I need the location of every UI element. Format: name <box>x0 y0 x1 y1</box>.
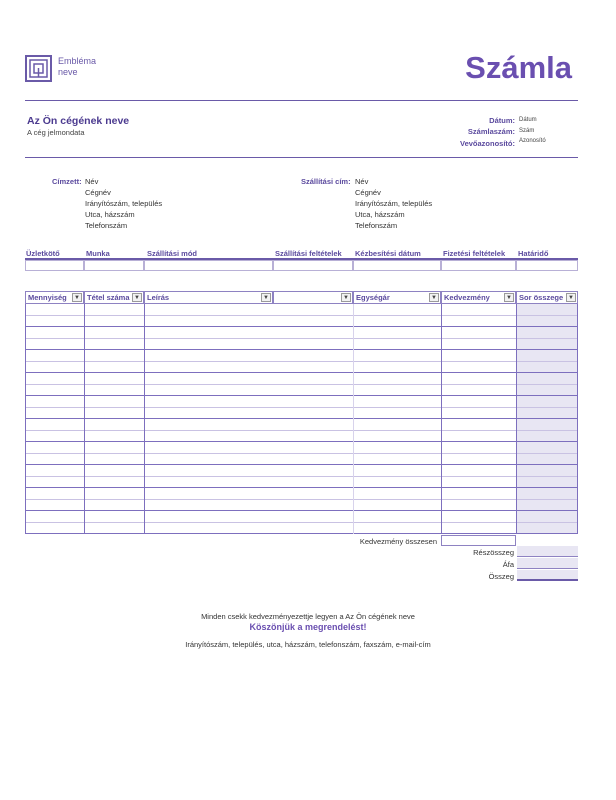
vat-label: Áfa <box>502 560 514 569</box>
table-row[interactable] <box>25 339 578 351</box>
item-header-line-total[interactable]: Sor összege ▼ <box>516 291 578 304</box>
table-row[interactable] <box>25 316 578 328</box>
table-row[interactable] <box>25 488 578 500</box>
ship-cell-due-date[interactable] <box>516 260 578 271</box>
table-row[interactable] <box>25 511 578 523</box>
table-row[interactable] <box>25 373 578 385</box>
item-header-quantity[interactable]: Mennyiség ▼ <box>25 291 84 304</box>
invoice-number-label: Számlaszám: <box>467 127 515 136</box>
dropdown-arrow-icon[interactable]: ▼ <box>504 293 514 302</box>
company-name[interactable]: Az Ön cégének neve <box>27 115 130 127</box>
footer-thanks: Köszönjük a megrendelést! <box>249 622 367 632</box>
table-row[interactable] <box>25 465 578 477</box>
dropdown-arrow-icon[interactable]: ▼ <box>72 293 82 302</box>
ship-cell-terms[interactable] <box>273 260 353 271</box>
subtotal-label: Részösszeg <box>473 548 514 557</box>
table-row[interactable] <box>25 350 578 362</box>
ship-cell-payment-terms[interactable] <box>441 260 516 271</box>
item-header-blank[interactable] <box>273 291 353 304</box>
ship-header-job: Munka <box>86 249 110 258</box>
table-row[interactable] <box>25 523 578 535</box>
table-row[interactable] <box>25 431 578 443</box>
item-rows[interactable] <box>25 304 578 534</box>
customer-id-label: Vevőazonosító: <box>459 139 515 148</box>
footer-address: Irányítószám, település, utca, házszám, telefonszám, faxszám, e-mail-cím <box>185 640 431 649</box>
dropdown-arrow-icon[interactable]: ▼ <box>341 293 351 302</box>
ship-cell-delivery-date[interactable] <box>353 260 441 271</box>
column-divider <box>25 304 26 534</box>
total-label: Összeg <box>488 572 514 581</box>
column-divider <box>516 304 517 534</box>
subtotal-value[interactable] <box>517 546 578 557</box>
ship-header-salesperson: Üzletkötő <box>26 249 60 258</box>
shipping-label: Szállítási cím: <box>301 177 351 186</box>
table-row[interactable] <box>25 396 578 408</box>
date-value[interactable]: Dátum <box>519 117 537 123</box>
table-row[interactable] <box>25 385 578 397</box>
dropdown-arrow-icon[interactable]: ▼ <box>566 293 576 302</box>
table-row[interactable] <box>25 477 578 489</box>
customer-id-value[interactable]: Azonosító <box>519 138 546 144</box>
footer-payable-note: Minden csekk kedvezményezettje legyen a Az Ön cégének neve <box>201 612 415 621</box>
item-header-unit-price[interactable]: Egységár ▼ <box>353 291 441 304</box>
ship-cell-salesperson[interactable] <box>25 260 84 271</box>
date-label: Dátum: <box>489 116 515 125</box>
company-tagline[interactable]: A cég jelmondata <box>27 128 85 137</box>
item-header-description[interactable]: Leírás ▼ <box>144 291 273 304</box>
recipient-label: Címzett: <box>52 177 82 186</box>
invoice-title: Számla <box>465 50 572 85</box>
table-row[interactable] <box>25 327 578 339</box>
dropdown-arrow-icon[interactable]: ▼ <box>132 293 142 302</box>
invoice-number-value[interactable]: Szám <box>519 128 535 134</box>
ship-cell-method[interactable] <box>144 260 273 271</box>
shipping-block[interactable]: Név Cégnév Irányítószám, település Utca, házszám Telefonszám <box>355 177 433 230</box>
table-row[interactable] <box>25 419 578 431</box>
column-divider <box>353 304 354 534</box>
logo-name: Embléma neve <box>58 56 97 77</box>
item-header-item-number[interactable]: Tétel száma ▼ <box>84 291 144 304</box>
ship-header-due-date: Határidő <box>518 249 549 258</box>
discount-total-cell[interactable] <box>441 535 516 546</box>
table-row[interactable] <box>25 408 578 420</box>
ship-header-method: Szállítási mód <box>147 249 198 258</box>
table-row[interactable] <box>25 500 578 512</box>
dropdown-arrow-icon[interactable]: ▼ <box>261 293 271 302</box>
ship-header-delivery-date: Kézbesítési dátum <box>355 249 421 258</box>
column-divider <box>441 304 442 534</box>
recipient-block[interactable]: Név Cégnév Irányítószám, település Utca, házszám Telefonszám <box>85 177 163 230</box>
ship-cell-job[interactable] <box>84 260 144 271</box>
vat-value[interactable] <box>517 558 578 569</box>
ship-header-payment-terms: Fizetési feltételek <box>443 249 506 258</box>
header-divider <box>25 100 578 101</box>
item-header-discount[interactable]: Kedvezmény ▼ <box>441 291 516 304</box>
meta-divider <box>25 157 578 158</box>
column-divider <box>144 304 145 534</box>
column-divider <box>577 304 578 534</box>
discount-total-label: Kedvezmény összesen <box>359 537 437 546</box>
table-row[interactable] <box>25 304 578 316</box>
table-row[interactable] <box>25 454 578 466</box>
table-row[interactable] <box>25 362 578 374</box>
dropdown-arrow-icon[interactable]: ▼ <box>429 293 439 302</box>
ship-header-terms: Szállítási feltételek <box>275 249 342 258</box>
logo-icon <box>25 55 52 82</box>
table-row[interactable] <box>25 442 578 454</box>
total-value[interactable] <box>517 570 578 581</box>
column-divider <box>84 304 85 534</box>
